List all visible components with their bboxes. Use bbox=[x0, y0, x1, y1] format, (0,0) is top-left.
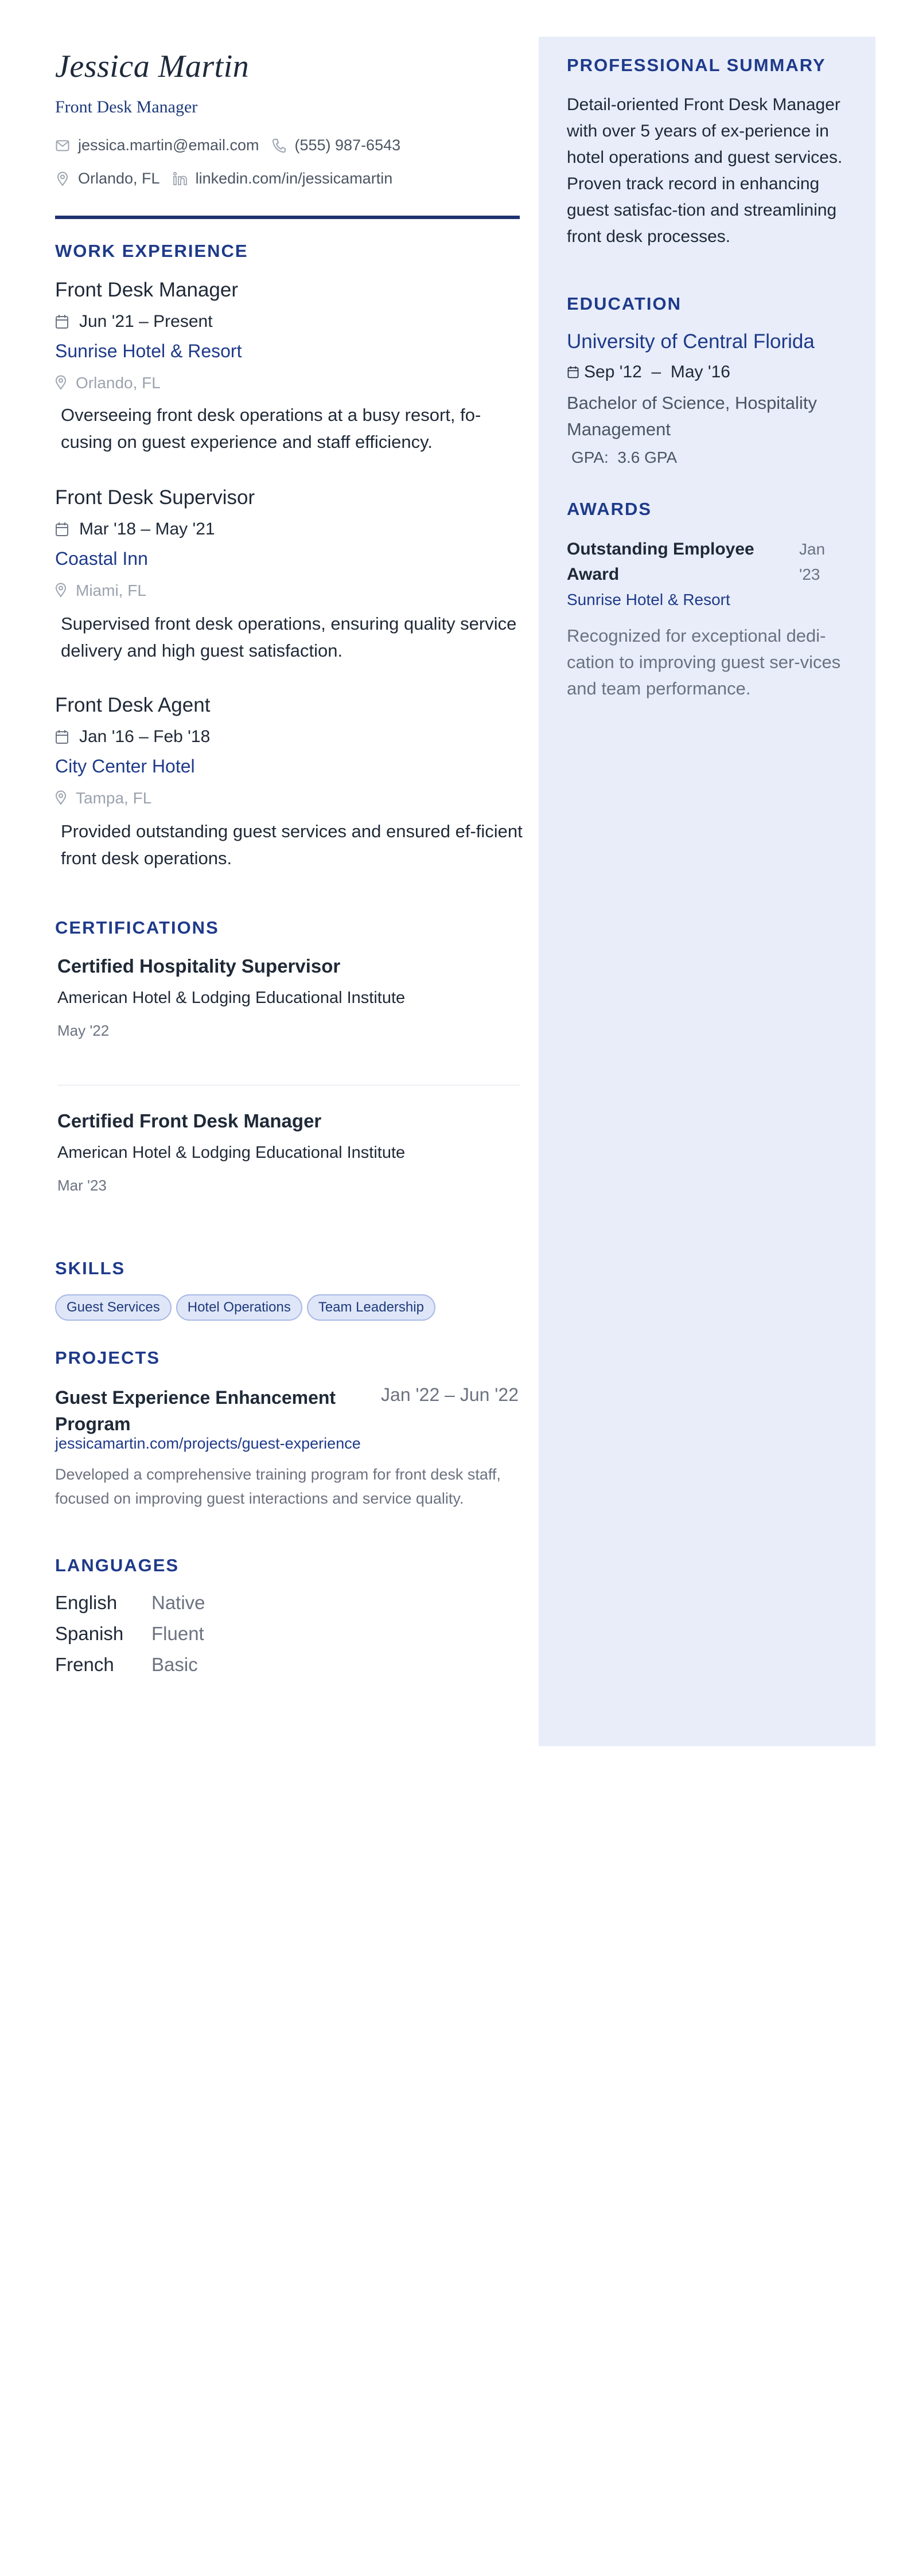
section-heading-projects: PROJECTS bbox=[55, 1348, 161, 1368]
award-title: Outstanding Employee Award bbox=[567, 540, 754, 584]
job-dates-text: Jun '21 – Present bbox=[79, 312, 213, 331]
job-description: Overseeing front desk operations at a busy resort, fo-cusing on guest experience and staff efficiency. bbox=[61, 405, 481, 452]
language-name: Spanish bbox=[55, 1623, 124, 1644]
section-heading-awards: AWARDS bbox=[567, 499, 652, 519]
section-heading-languages: LANGUAGES bbox=[55, 1555, 180, 1575]
job-dates-text: Jan '16 – Feb '18 bbox=[79, 727, 211, 746]
calendar-icon bbox=[567, 365, 579, 379]
contact-row-1 bbox=[55, 136, 400, 154]
project-dates: Jan '22 – Jun '22 bbox=[381, 1384, 519, 1405]
language-name: English bbox=[55, 1592, 118, 1613]
award-date: Jan '23 bbox=[799, 540, 826, 583]
cert-name: Certified Front Desk Manager bbox=[57, 1110, 322, 1131]
linkedin-icon bbox=[173, 171, 188, 186]
education-gpa: GPA: 3.6 GPA bbox=[571, 448, 678, 466]
linkedin-link[interactable]: linkedin.com/in/jessicamartin bbox=[195, 170, 393, 187]
job-company: Coastal Inn bbox=[55, 548, 148, 569]
section-heading-certifications: CERTIFICATIONS bbox=[55, 918, 219, 938]
job-company: Sunrise Hotel & Resort bbox=[55, 341, 242, 361]
section-heading-education: EDUCATION bbox=[567, 294, 682, 314]
job-title: Front Desk Agent bbox=[55, 694, 211, 716]
education-degree: Bachelor of Science, Hospitality Management bbox=[567, 393, 817, 439]
job-title: Front Desk Manager bbox=[55, 279, 239, 301]
skill-tag: Hotel Operations bbox=[176, 1294, 302, 1321]
job-description: Supervised front desk operations, ensuring quality service delivery and high guest satisfaction. bbox=[61, 614, 517, 661]
job-location bbox=[55, 374, 161, 392]
language-row bbox=[55, 1592, 205, 1614]
language-name: French bbox=[55, 1654, 114, 1675]
section-heading-skills: SKILLS bbox=[55, 1258, 126, 1278]
language-row bbox=[55, 1654, 198, 1676]
job-description: Provided outstanding guest services and ensured ef-ficient front desk operations. bbox=[61, 821, 523, 868]
education-dates-text: Sep '12 – May '16 bbox=[584, 362, 730, 381]
cert-date: Mar '23 bbox=[57, 1177, 107, 1194]
email-link[interactable]: jessica.martin@email.com bbox=[78, 136, 259, 154]
contact-row-2 bbox=[55, 170, 392, 188]
header-divider bbox=[55, 216, 520, 219]
phone-icon bbox=[271, 138, 286, 153]
candidate-title: Front Desk Manager bbox=[55, 97, 198, 116]
language-level: Fluent bbox=[151, 1623, 204, 1644]
cert-name: Certified Hospitality Supervisor bbox=[57, 955, 341, 977]
skills-list bbox=[55, 1294, 435, 1321]
candidate-name: Jessica Martin bbox=[55, 49, 250, 84]
job-location-text: Tampa, FL bbox=[76, 789, 152, 807]
job-company: City Center Hotel bbox=[55, 756, 195, 776]
job-location bbox=[55, 789, 151, 807]
job-dates bbox=[55, 520, 215, 539]
language-level: Native bbox=[151, 1592, 205, 1613]
education-school: University of Central Florida bbox=[567, 330, 815, 353]
cert-issuer: American Hotel & Lodging Educational Institute bbox=[57, 1143, 406, 1162]
email-icon bbox=[55, 138, 70, 153]
job-location bbox=[55, 581, 146, 600]
project-link[interactable]: jessicamartin.com/projects/guest-experience bbox=[55, 1435, 361, 1452]
project-description: Developed a comprehensive training program for front desk staff, focused on improving guest interactions and service quality. bbox=[55, 1466, 501, 1507]
phone-number[interactable]: (555) 987-6543 bbox=[294, 136, 401, 154]
cert-date: May '22 bbox=[57, 1022, 110, 1039]
job-dates-text: Mar '18 – May '21 bbox=[79, 520, 215, 538]
job-location-text: Miami, FL bbox=[76, 581, 146, 599]
job-dates bbox=[55, 727, 210, 747]
skill-tag: Guest Services bbox=[55, 1294, 172, 1321]
job-dates bbox=[55, 312, 213, 331]
location-pin-icon bbox=[55, 375, 68, 391]
section-heading-summary: PROFESSIONAL SUMMARY bbox=[567, 55, 826, 75]
language-row bbox=[55, 1623, 204, 1645]
calendar-icon bbox=[55, 729, 70, 745]
award-issuer: Sunrise Hotel & Resort bbox=[567, 591, 730, 608]
calendar-icon bbox=[55, 521, 70, 537]
location-pin-icon bbox=[55, 790, 68, 806]
summary-text: Detail-oriented Front Desk Manager with over 5 years of ex-perience in hotel operations and guest services. Proven track record in enhancing guest satisfac-tion and streamlining front desk processes. bbox=[567, 95, 843, 246]
job-location-text: Orlando, FL bbox=[76, 374, 161, 392]
cert-issuer: American Hotel & Lodging Educational Institute bbox=[57, 989, 406, 1007]
section-heading-work: WORK EXPERIENCE bbox=[55, 241, 248, 261]
skill-tag: Team Leadership bbox=[307, 1294, 435, 1321]
location-pin-icon bbox=[55, 171, 70, 186]
location-text: Orlando, FL bbox=[78, 170, 160, 187]
award-description: Recognized for exceptional dedi-cation to improving guest ser-vices and team performance. bbox=[567, 626, 841, 698]
language-level: Basic bbox=[151, 1654, 198, 1675]
project-title: Guest Experience Enhancement Program bbox=[55, 1387, 336, 1434]
cert-divider bbox=[57, 1084, 520, 1086]
location-pin-icon bbox=[55, 583, 68, 599]
education-dates bbox=[567, 362, 730, 382]
job-title: Front Desk Supervisor bbox=[55, 486, 255, 509]
calendar-icon bbox=[55, 314, 70, 330]
